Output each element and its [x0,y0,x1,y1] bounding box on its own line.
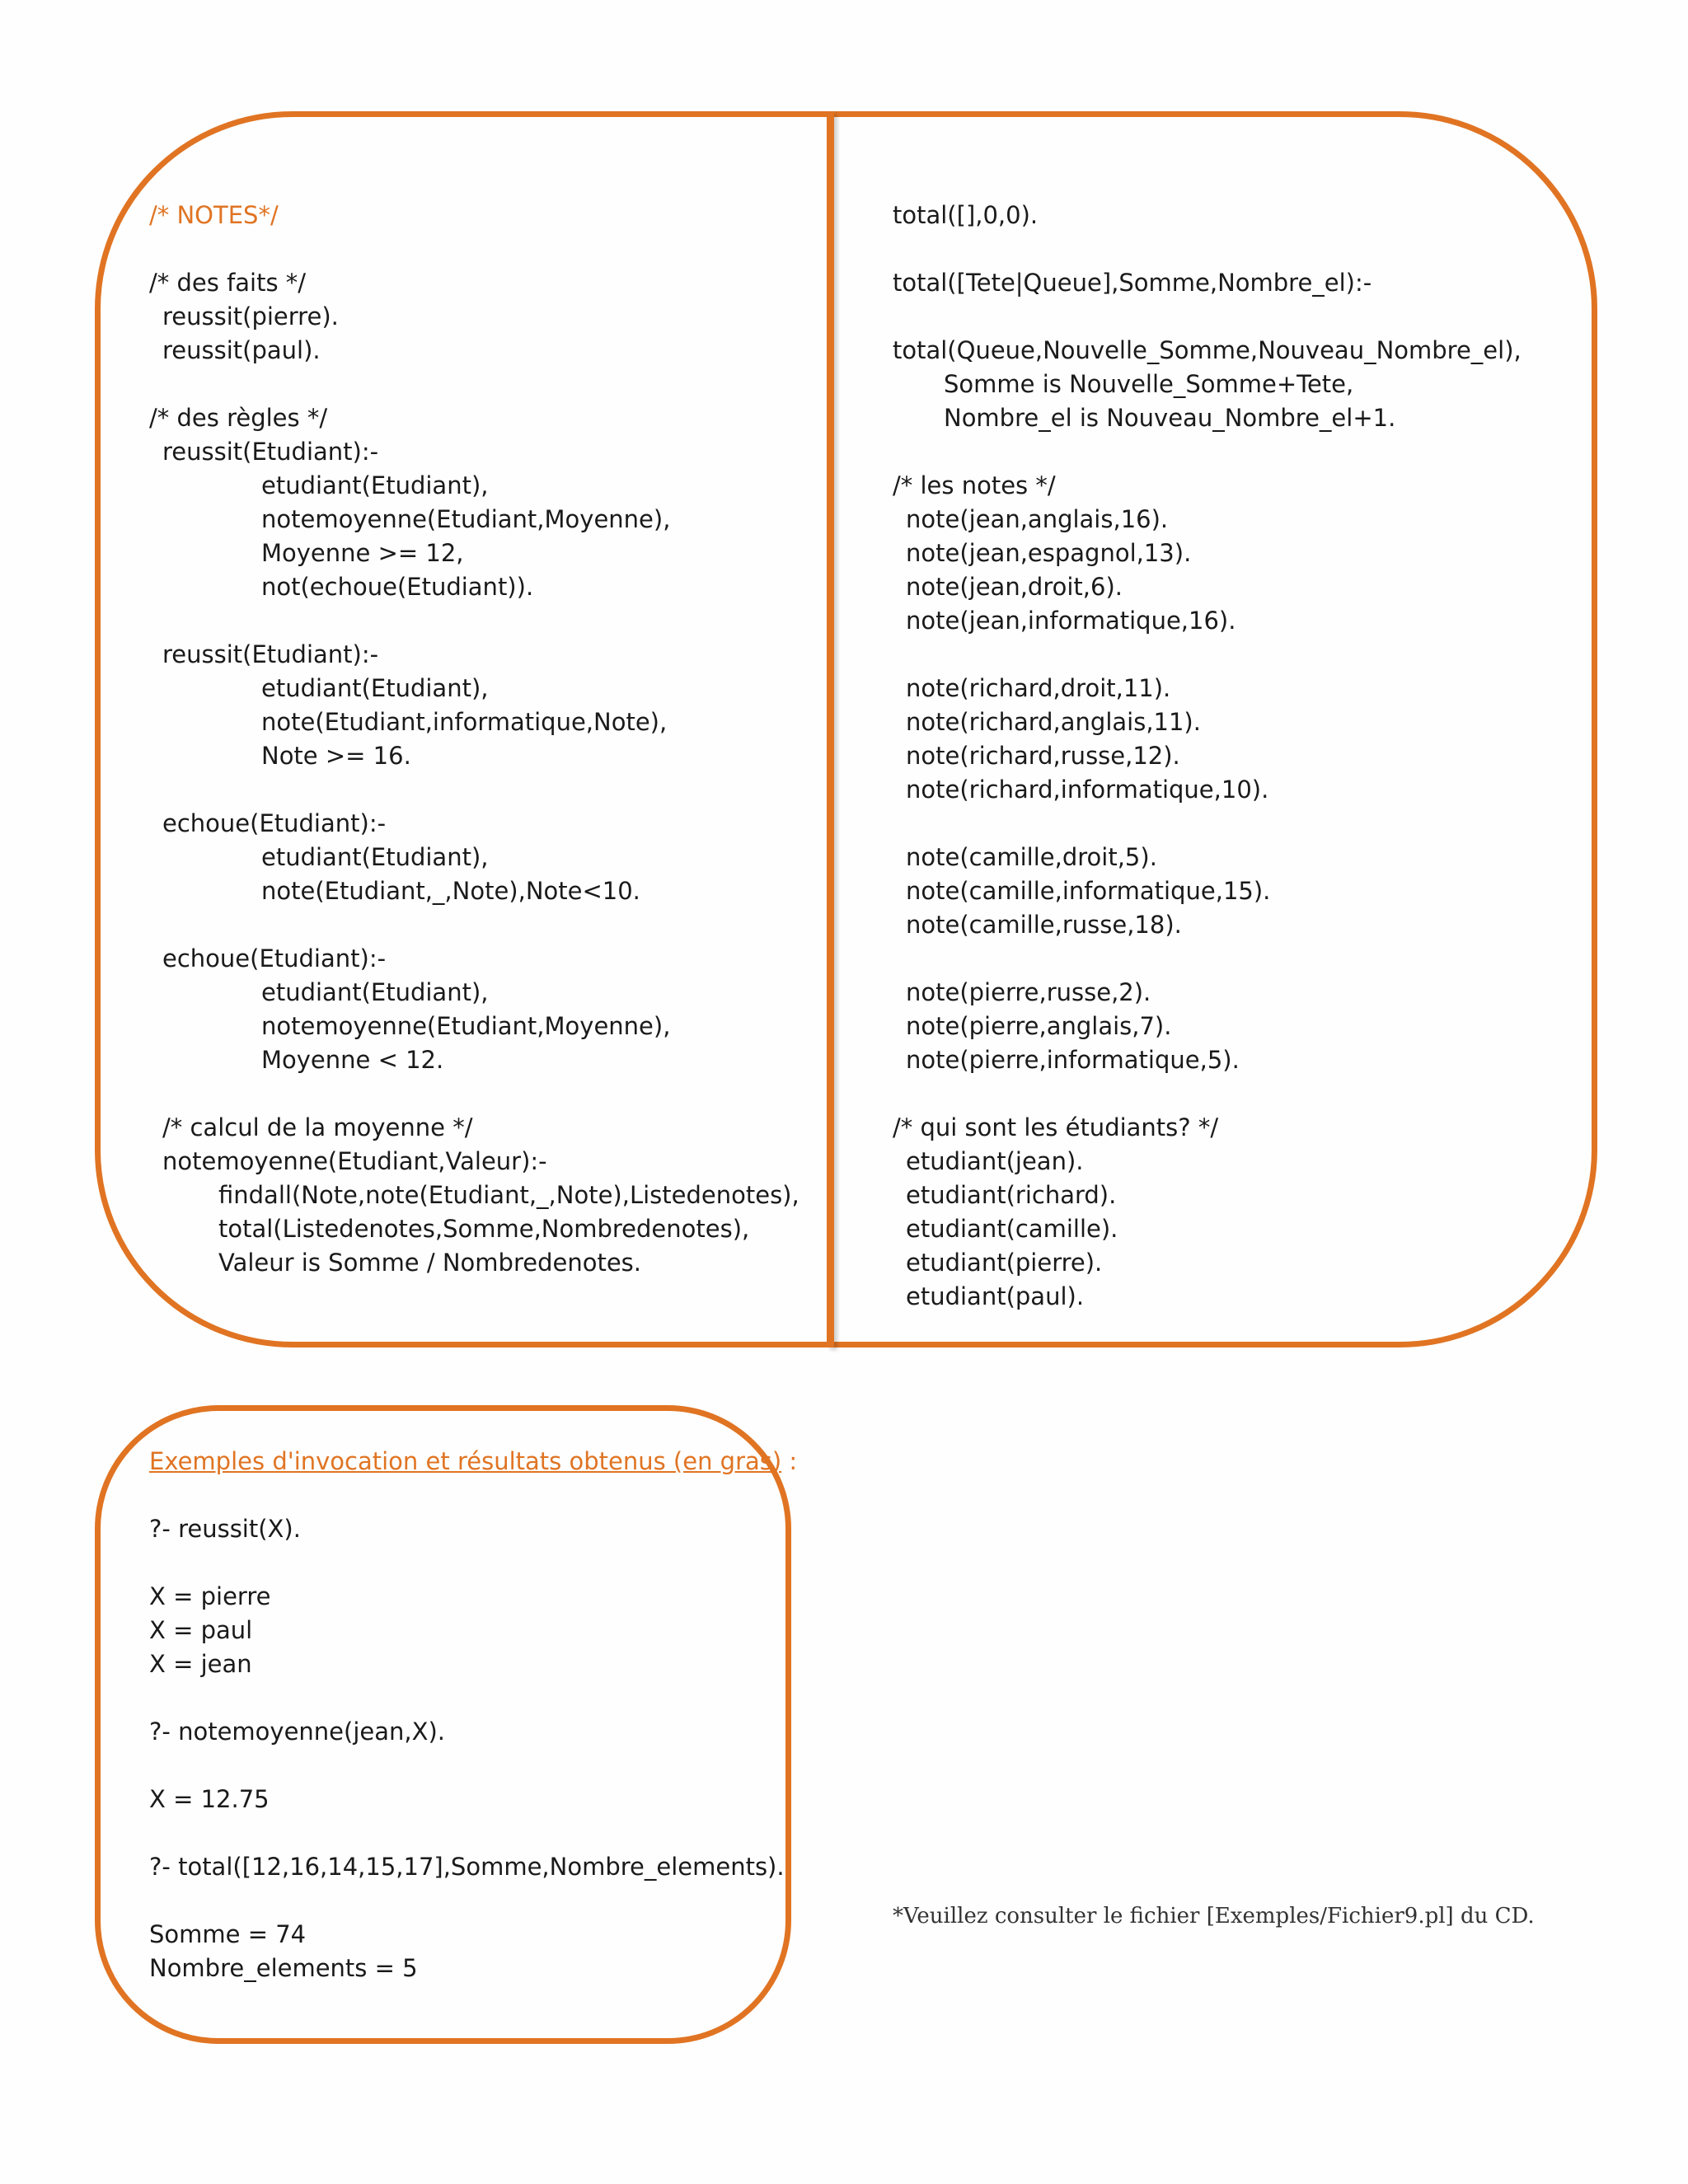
examples-heading-suffix: : [781,1447,798,1475]
blank-line [149,1077,799,1111]
notes-title: /* NOTES*/ [149,201,279,229]
total-base: total([],0,0). [893,201,1039,229]
note-fact: note(jean,espagnol,13). [906,539,1192,567]
rule-body-line: notemoyenne(Etudiant,Moyenne), [261,1012,671,1040]
note-fact: note(jean,anglais,16). [906,505,1169,533]
blank-line [149,1479,797,1512]
regles-comment: /* des règles */ [149,404,328,432]
blank-line [149,1749,797,1783]
examples-heading-text: Exemples d'invocation et résultats obtenus (en gras) [149,1447,782,1475]
rule-head: notemoyenne(Etudiant,Valeur):- [162,1147,547,1175]
result-line: Somme = 74 [149,1920,307,1948]
result-line: Nombre_elements = 5 [149,1954,418,1982]
etudiant-fact: etudiant(pierre). [906,1249,1103,1277]
rule-body-line: Valeur is Somme / Nombredenotes. [218,1249,641,1277]
etudiants-comment: /* qui sont les étudiants? */ [893,1113,1219,1141]
blank-line [149,604,799,638]
rule-body-line: etudiant(Etudiant), [261,674,489,702]
blank-line [893,638,1522,672]
fait-line: reussit(paul). [162,336,321,364]
etudiant-fact: etudiant(camille). [906,1215,1118,1243]
right-code-column [893,199,1522,1314]
result-line: X = jean [149,1650,252,1678]
left-code-column [149,199,799,1280]
total-body-line: Somme is Nouvelle_Somme+Tete, [944,370,1354,398]
etudiant-fact: etudiant(paul). [906,1282,1085,1310]
note-fact: note(richard,anglais,11). [906,708,1201,736]
note-fact: note(pierre,russe,2). [906,978,1151,1006]
total-body-line: total(Queue,Nouvelle_Somme,Nouveau_Nombre_el), [893,336,1522,364]
blank-line [149,1546,797,1580]
blank-line [893,942,1522,976]
faits-comment: /* des faits */ [149,269,307,297]
query-line: ?- reussit(X). [149,1515,301,1543]
rule-head: echoue(Etudiant):- [162,809,387,837]
note-fact: note(camille,russe,18). [906,911,1182,939]
etudiant-fact: etudiant(jean). [906,1147,1084,1175]
note-fact: note(richard,droit,11). [906,674,1171,702]
blank-line [893,300,1522,334]
calcul-comment: /* calcul de la moyenne */ [162,1113,473,1141]
blank-line [149,908,799,942]
examples-heading [149,1445,797,1479]
note-fact: note(camille,informatique,15). [906,877,1271,905]
note-fact: note(pierre,informatique,5). [906,1046,1240,1074]
query-line: ?- total([12,16,14,15,17],Somme,Nombre_elements). [149,1853,785,1881]
note-fact: note(jean,informatique,16). [906,607,1236,635]
total-head: total([Tete|Queue],Somme,Nombre_el):- [893,269,1372,297]
note-fact: note(richard,informatique,10). [906,776,1269,804]
footnote: *Veuillez consulter le fichier [Exemples/Fichier9.pl] du CD. [893,1904,1535,1929]
rule-body-line: etudiant(Etudiant), [261,978,489,1006]
note-fact: note(pierre,anglais,7). [906,1012,1172,1040]
rule-head: echoue(Etudiant):- [162,944,387,972]
query-line: ?- notemoyenne(jean,X). [149,1718,445,1746]
total-body-line: Nombre_el is Nouveau_Nombre_el+1. [944,404,1396,432]
rule-head: reussit(Etudiant):- [162,438,379,466]
result-line: X = pierre [149,1582,271,1610]
note-fact: note(camille,droit,5). [906,843,1157,871]
rule-body-line: etudiant(Etudiant), [261,471,489,499]
rule-body-line: Moyenne < 12. [261,1046,444,1074]
blank-line [893,435,1522,469]
rule-head: reussit(Etudiant):- [162,640,379,668]
blank-line [149,232,799,266]
note-fact: note(richard,russe,12). [906,742,1180,770]
rule-body-line: total(Listedenotes,Somme,Nombredenotes), [218,1215,750,1243]
blank-line [893,807,1522,841]
rule-body-line: note(Etudiant,_,Note),Note<10. [261,877,640,905]
blank-line [149,368,799,401]
rule-body-line: etudiant(Etudiant), [261,843,489,871]
rule-body-line: findall(Note,note(Etudiant,_,Note),Listedenotes), [218,1181,799,1209]
blank-line [149,773,799,807]
rule-body-line: Moyenne >= 12, [261,539,464,567]
blank-line [149,1681,797,1715]
column-divider [827,111,834,1347]
examples-column [149,1445,797,1985]
rule-body-line: note(Etudiant,informatique,Note), [261,708,668,736]
blank-line [893,232,1522,266]
result-line: X = 12.75 [149,1785,270,1813]
rule-body-line: notemoyenne(Etudiant,Moyenne), [261,505,671,533]
result-line: X = paul [149,1616,253,1644]
etudiant-fact: etudiant(richard). [906,1181,1117,1209]
blank-line [893,1077,1522,1111]
rule-body-line: not(echoue(Etudiant)). [261,573,534,601]
blank-line [149,1884,797,1918]
rule-body-line: Note >= 16. [261,742,411,770]
fait-line: reussit(pierre). [162,302,339,330]
blank-line [149,1816,797,1850]
notes-comment: /* les notes */ [893,471,1056,499]
note-fact: note(jean,droit,6). [906,573,1123,601]
